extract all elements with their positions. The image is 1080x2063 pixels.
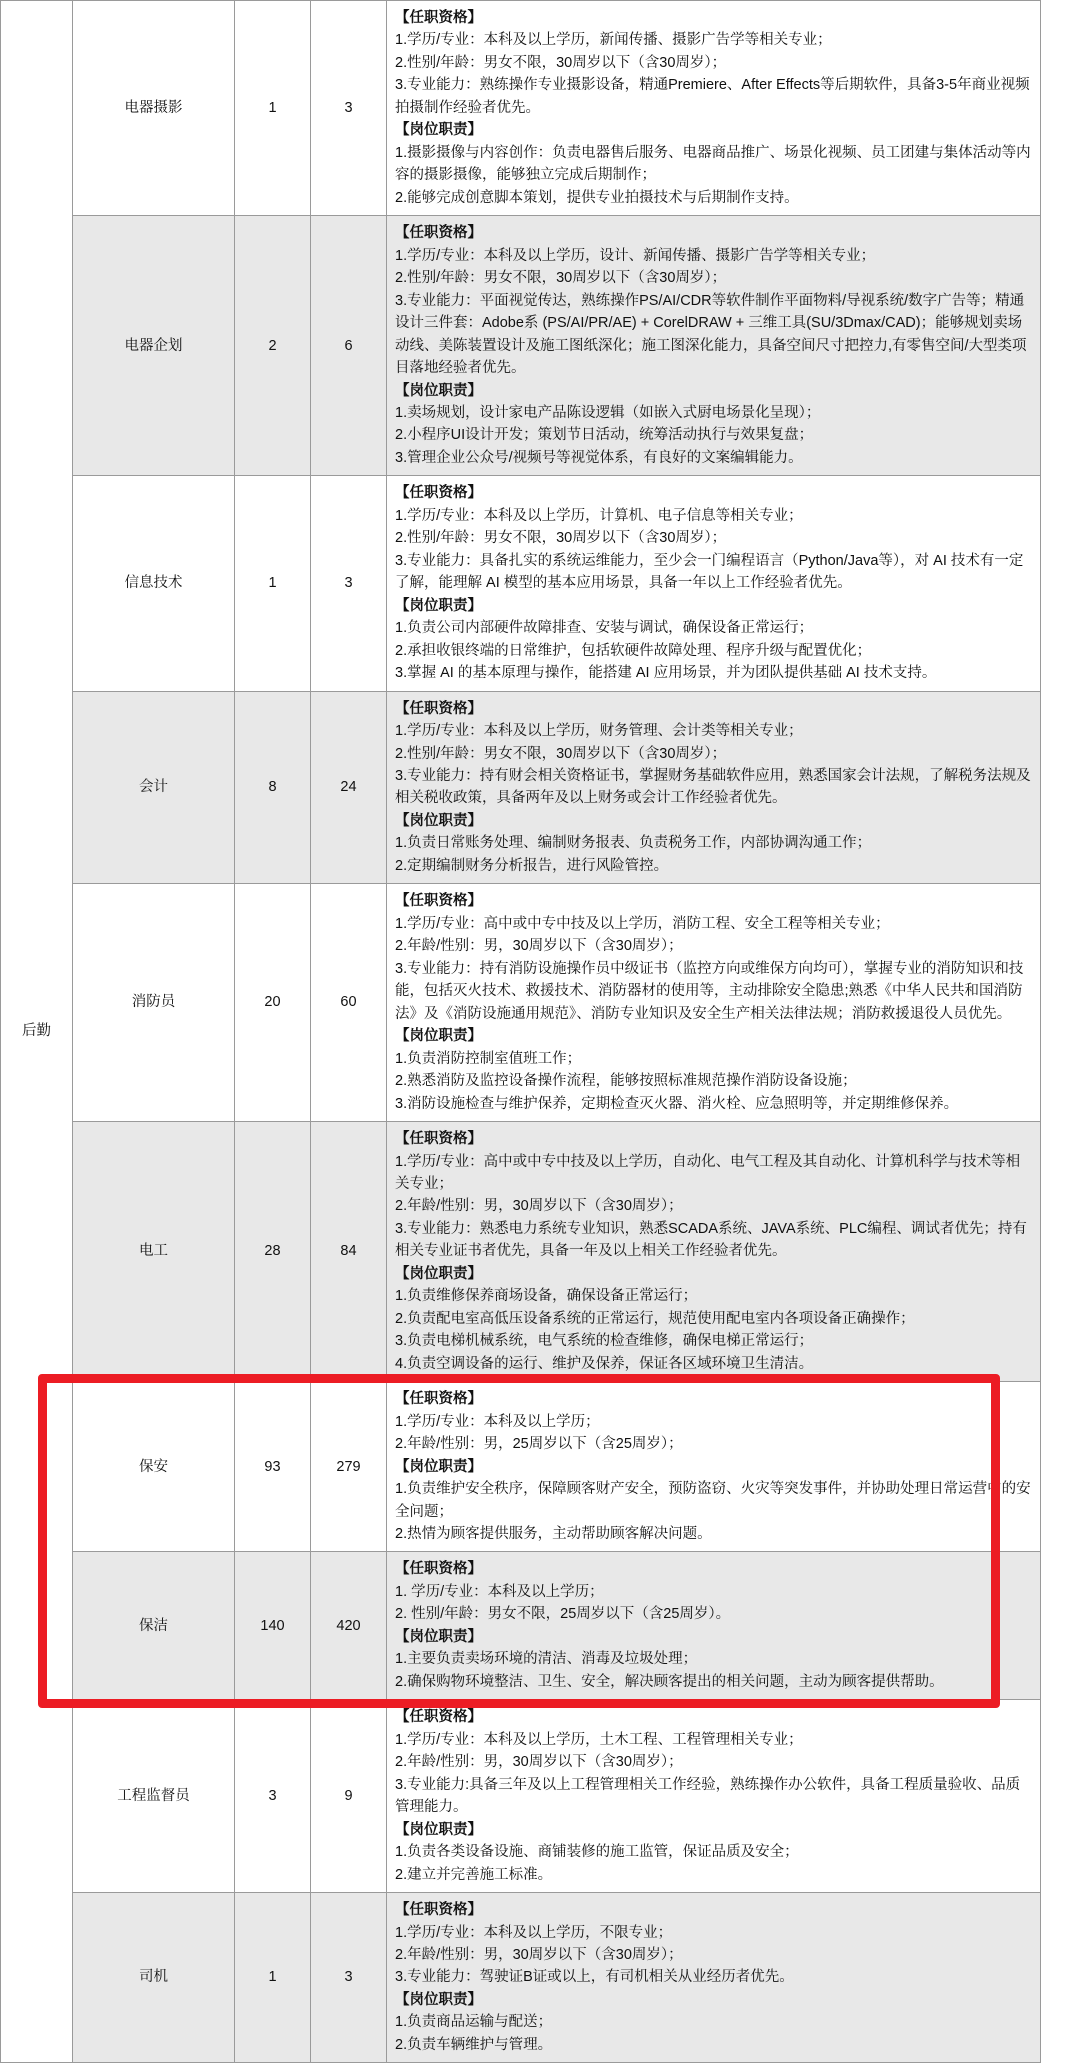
desc-line: 2.性别/年龄：男女不限，30周岁以下（含30周岁）； — [395, 270, 727, 287]
duties-header: 【岗位职责】 — [395, 1628, 482, 1645]
post-count: 3 — [235, 1700, 311, 1893]
post-name: 电工 — [73, 1122, 235, 1382]
desc-line: 2.熟悉消防及监控设备操作流程，能够按照标准规范操作消防设备设施； — [395, 1073, 857, 1090]
desc-line: 1.负责日常账务处理、编制财务报表、负责税务工作，内部协调沟通工作； — [395, 835, 872, 852]
desc-line: 2.性别/年龄：男女不限，30周岁以下（含30周岁）； — [395, 530, 727, 547]
qualification-header: 【任职资格】 — [395, 700, 482, 717]
desc-line: 1.学历/专业：本科及以上学历，设计、新闻传播、摄影广告学等相关专业； — [395, 247, 876, 264]
desc-line: 3.专业能力：具备扎实的系统运维能力，至少会一门编程语言（Python/Java等），对 AI 技术有一定了解，能理解 AI 模型的基本应用场景，具备一年以上工作经验者优先。 — [395, 552, 1024, 592]
table-row — [1, 1700, 1041, 1893]
qualification-header: 【任职资格】 — [395, 1391, 482, 1408]
post-total: 3 — [311, 1, 387, 216]
desc-line: 3.专业能力：平面视觉传达，熟练操作PS/AI/CDR等软件制作平面物料/导视系统/数字广告等；精通设计三件套：Adobe系 (PS/AI/PR/AE) + CorelDRAW + 三维工具(SU/3Dmax/CAD)；能够规划卖场动线、美陈装置设计及施工图纸深化；施工图深化能力，具备空间尺寸把控力,有零售空间/大型类项目落地经验者优先。 — [395, 292, 1027, 377]
post-count: 2 — [235, 216, 311, 476]
qualification-header: 【任职资格】 — [395, 485, 482, 502]
post-name: 信息技术 — [73, 476, 235, 691]
qualification-header: 【任职资格】 — [395, 10, 482, 26]
desc-line: 2.年龄/性别：男，30周岁以下（含30周岁）； — [395, 1198, 683, 1215]
desc-line: 2.建立并完善施工标准。 — [395, 1866, 553, 1883]
post-description — [387, 476, 1041, 691]
desc-line: 2.小程序UI设计开发；策划节日活动，统筹活动执行与效果复盘； — [395, 427, 814, 444]
table-row — [1, 216, 1041, 476]
desc-line: 1.负责公司内部硬件故障排查、安装与调试，确保设备正常运行； — [395, 620, 814, 637]
post-count: 20 — [235, 884, 311, 1122]
post-name: 会计 — [73, 691, 235, 884]
desc-line: 3.专业能力：驾驶证B证或以上，有司机相关从业经历者优先。 — [395, 1969, 794, 1986]
post-description — [387, 1700, 1041, 1893]
post-total: 9 — [311, 1700, 387, 1893]
post-description — [387, 1893, 1041, 2063]
post-description — [387, 216, 1041, 476]
table-row — [1, 1122, 1041, 1382]
duties-header: 【岗位职责】 — [395, 1821, 482, 1838]
desc-line: 2.年龄/性别：男，30周岁以下（含30周岁）； — [395, 1754, 683, 1771]
desc-line: 2.定期编制财务分析报告，进行风险管控。 — [395, 857, 669, 874]
post-total: 3 — [311, 1893, 387, 2063]
table-row-security — [1, 1382, 1041, 1552]
desc-line: 3.专业能力：持有财会相关资格证书，掌握财务基础软件应用，熟悉国家会计法规，了解税务法规及相关税收政策，具备两年及以上财务或会计工作经验者优先。 — [395, 768, 1031, 807]
post-name: 保安 — [73, 1382, 235, 1552]
post-description — [387, 1, 1041, 216]
duties-header: 【岗位职责】 — [395, 597, 482, 614]
desc-line: 3.负责电梯机械系统，电气系统的检查维修，确保电梯正常运行； — [395, 1333, 814, 1350]
post-name: 司机 — [73, 1893, 235, 2063]
post-name: 消防员 — [73, 884, 235, 1122]
desc-line: 1.学历/专业：高中或中专中技及以上学历，消防工程、安全工程等相关专业； — [395, 915, 890, 932]
desc-line: 1.负责消防控制室值班工作； — [395, 1050, 582, 1067]
post-count: 28 — [235, 1122, 311, 1382]
post-description — [387, 691, 1041, 884]
post-name: 保洁 — [73, 1552, 235, 1700]
desc-line: 1.学历/专业：本科及以上学历，不限专业； — [395, 1924, 673, 1941]
post-total: 3 — [311, 476, 387, 691]
desc-line: 1.负责维护安全秩序，保障顾客财产安全，预防盗窃、火灾等突发事件，并协助处理日常运营中的安全问题； — [395, 1481, 1031, 1520]
desc-line: 1. 学历/专业：本科及以上学历； — [395, 1583, 604, 1600]
qualification-header: 【任职资格】 — [395, 1709, 482, 1726]
qualification-header: 【任职资格】 — [395, 1902, 482, 1919]
desc-line: 2.能够完成创意脚本策划，提供专业拍摄技术与后期制作支持。 — [395, 189, 799, 206]
table-row — [1, 884, 1041, 1122]
desc-line: 2.确保购物环境整洁、卫生、安全，解决顾客提出的相关问题，主动为顾客提供帮助。 — [395, 1673, 944, 1690]
desc-line: 2.承担收银终端的日常维护，包括软硬件故障处理、程序升级与配置优化； — [395, 642, 872, 659]
post-total: 279 — [311, 1382, 387, 1552]
table-row — [1, 691, 1041, 884]
duties-header: 【岗位职责】 — [395, 1458, 482, 1475]
table-row — [1, 1, 1041, 216]
post-name: 电器企划 — [73, 216, 235, 476]
post-total: 84 — [311, 1122, 387, 1382]
duties-header: 【岗位职责】 — [395, 382, 482, 399]
duties-header: 【岗位职责】 — [395, 1028, 482, 1045]
desc-line: 1.学历/专业：本科及以上学历，财务管理、会计类等相关专业； — [395, 723, 803, 740]
post-description — [387, 884, 1041, 1122]
desc-line: 4.负责空调设备的运行、维护及保养，保证各区域环境卫生清洁。 — [395, 1355, 814, 1372]
post-count: 140 — [235, 1552, 311, 1700]
post-count: 8 — [235, 691, 311, 884]
post-count: 1 — [235, 1893, 311, 2063]
post-count: 93 — [235, 1382, 311, 1552]
qualification-header: 【任职资格】 — [395, 893, 482, 910]
post-description — [387, 1382, 1041, 1552]
post-description — [387, 1122, 1041, 1382]
desc-line: 2.性别/年龄：男女不限，30周岁以下（含30周岁）； — [395, 745, 727, 762]
desc-line: 2. 性别/年龄：男女不限，25周岁以下（含25周岁）。 — [395, 1606, 731, 1623]
desc-line: 2.年龄/性别：男，30周岁以下（含30周岁）； — [395, 938, 683, 955]
desc-line: 2.负责配电室高低压设备系统的正常运行，规范使用配电室内各项设备正确操作； — [395, 1310, 915, 1327]
qualification-header: 【任职资格】 — [395, 1561, 482, 1578]
desc-line: 1.学历/专业：本科及以上学历，计算机、电子信息等相关专业； — [395, 507, 803, 524]
post-total: 60 — [311, 884, 387, 1122]
qualification-header: 【任职资格】 — [395, 225, 482, 242]
desc-line: 3.管理企业公众号/视频号等视觉体系，有良好的文案编辑能力。 — [395, 449, 803, 466]
table-body — [1, 1, 1041, 2063]
duties-header: 【岗位职责】 — [395, 1991, 482, 2008]
desc-line: 2.热情为顾客提供服务，主动帮助顾客解决问题。 — [395, 1526, 712, 1542]
table-row — [1, 476, 1041, 691]
desc-line: 1.学历/专业：本科及以上学历； — [395, 1413, 600, 1430]
desc-line: 2.年龄/性别：男，25周岁以下（含25周岁）； — [395, 1436, 683, 1453]
desc-line: 3.专业能力：持有消防设施操作员中级证书（监控方向或维保方向均可），掌握专业的消防知识和技能，包括灭火技术、救援技术、消防器材的使用等，主动排除安全隐患;熟悉《中华人民共和国消防法》及《消防设施通用规范》、消防专业知识及安全生产相关法律法规；消防救援退役人员优先。 — [395, 960, 1024, 1022]
post-total: 6 — [311, 216, 387, 476]
desc-line: 1.负责各类设备设施、商铺装修的施工监管，保证品质及安全； — [395, 1844, 799, 1861]
table-row-cleaning — [1, 1552, 1041, 1700]
desc-line: 1.学历/专业：高中或中专中技及以上学历，自动化、电气工程及其自动化、计算机科学与技术等相关专业； — [395, 1153, 1021, 1192]
desc-line: 2.性别/年龄：男女不限，30周岁以下（含30周岁）； — [395, 54, 727, 71]
duties-header: 【岗位职责】 — [395, 122, 482, 139]
table-row — [1, 1893, 1041, 2063]
post-count: 1 — [235, 1, 311, 216]
desc-line: 2.负责车辆维护与管理。 — [395, 2036, 553, 2053]
post-total: 420 — [311, 1552, 387, 1700]
desc-line: 1.主要负责卖场环境的清洁、消毒及垃圾处理； — [395, 1651, 698, 1668]
desc-line: 1.卖场规划，设计家电产品陈设逻辑（如嵌入式厨电场景化呈现）； — [395, 404, 821, 421]
desc-line: 3.专业能力:具备三年及以上工程管理相关工作经验，熟练操作办公软件，具备工程质量验收、品质管理能力。 — [395, 1776, 1021, 1816]
duties-header: 【岗位职责】 — [395, 1265, 482, 1282]
desc-line: 3.专业能力：熟练操作专业摄影设备，精通Premiere、After Effects等后期软件，具备3-5年商业视频拍摄制作经验者优先。 — [395, 77, 1030, 116]
desc-line: 1.摄影摄像与内容创作：负责电器售后服务、电器商品推广、场景化视频、员工团建与集体活动等内容的摄影摄像，能够独立完成后期制作； — [395, 144, 1031, 184]
desc-line: 3.掌握 AI 的基本原理与操作，能搭建 AI 应用场景，并为团队提供基础 AI 技术支持。 — [395, 665, 937, 682]
post-name: 电器摄影 — [73, 1, 235, 216]
post-count: 1 — [235, 476, 311, 691]
desc-line: 1.负责商品运输与配送； — [395, 2014, 553, 2031]
desc-line: 3.消防设施检查与维护保养，定期检查灭火器、消火栓、应急照明等，并定期维修保养。 — [395, 1095, 959, 1112]
desc-line: 1.负责维修保养商场设备，确保设备正常运行； — [395, 1288, 698, 1305]
desc-line: 1.学历/专业：本科及以上学历，土木工程、工程管理相关专业； — [395, 1731, 803, 1748]
desc-line: 2.年龄/性别：男，30周岁以下（含30周岁）； — [395, 1946, 683, 1963]
post-name: 工程监督员 — [73, 1700, 235, 1893]
department-cell: 后勤 — [1, 1, 73, 2063]
post-total: 24 — [311, 691, 387, 884]
desc-line: 3.专业能力：熟悉电力系统专业知识，熟悉SCADA系统、JAVA系统、PLC编程、调试者优先；持有相关专业证书者优先，具备一年及以上相关工作经验者优先。 — [395, 1220, 1027, 1260]
desc-line: 1.学历/专业：本科及以上学历，新闻传播、摄影广告学等相关专业； — [395, 32, 832, 49]
post-description — [387, 1552, 1041, 1700]
qualification-header: 【任职资格】 — [395, 1131, 482, 1148]
duties-header: 【岗位职责】 — [395, 812, 482, 829]
